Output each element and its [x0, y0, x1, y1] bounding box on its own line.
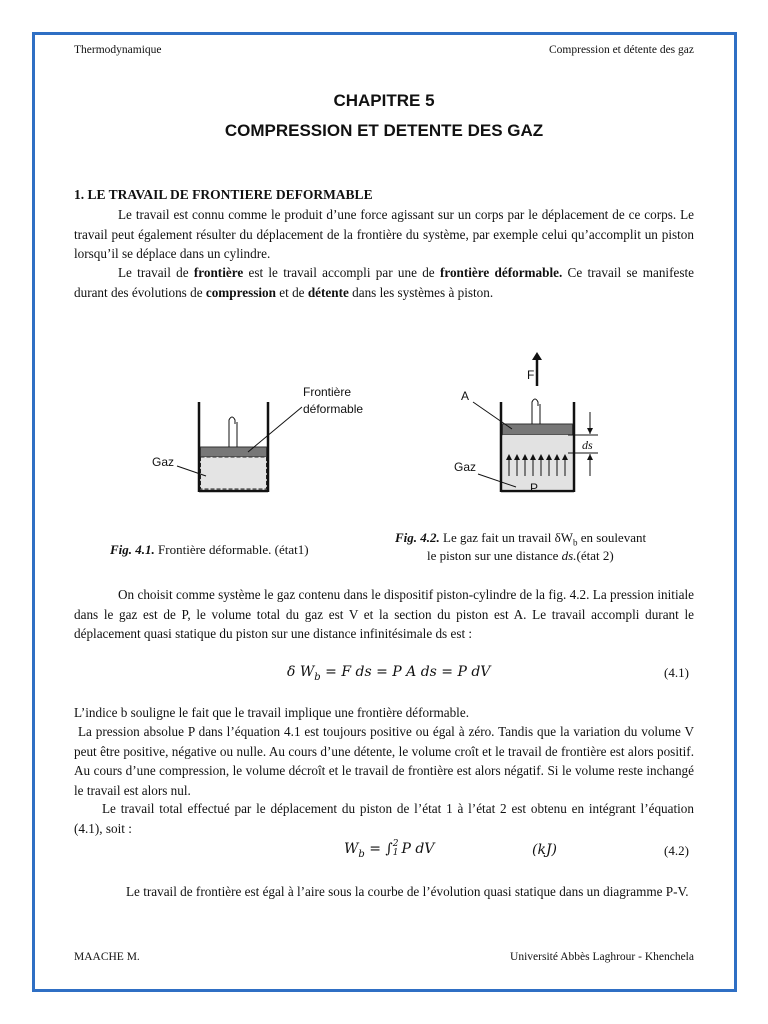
equation-4-1-number: (4.1) — [664, 665, 689, 680]
fig1-label-gas: Gaz — [152, 455, 175, 469]
footer-left: MAACHE M. — [74, 951, 140, 963]
paragraph-5: La pression absolue P dans l’équation 4.1 est toujours positive ou égal à zéro. Tandis que la variation du volume V peut être positive, négative ou nulle. Au cours d’une détente, le volume croît et le travail de frontière est alors positif. Au cours d’une compression, le volume décroît et le travail de frontière est alors négatif. Si le volume reste inchangé le travail est alors nul. — [74, 724, 694, 798]
paragraph-3: On choisit comme système le gaz contenu dans le dispositif piston-cylindre de la fig. 4.2. La pression initiale dans le gaz est de P, le volume total du gaz est V et la section du piston est A. Le travail accompli durant le déplacement quasi statique du piston sur une distance infinitésimale ds est : — [74, 587, 694, 641]
paragraph-6: Le travail total effectué par le déplacement du piston de l’état 1 à l’état 2 est obtenu en intégrant l’équation (4.1), soit : — [74, 801, 694, 836]
equation-4-2-unit: (kJ) — [532, 842, 558, 858]
figure-4-2-caption-line-2: le piston sur une distance ds.(état 2) — [427, 548, 614, 563]
figure-4-1 — [140, 380, 380, 500]
equation-4-1: δ $W_b = F$ ds = P A ds = P dV — [287, 664, 491, 683]
fig2-label-f: F — [527, 368, 535, 382]
header-right: Compression et détente des gaz — [549, 44, 694, 56]
section-title: 1. LE TRAVAIL DE FRONTIERE DEFORMABLE — [74, 187, 373, 202]
header-left: Thermodynamique — [74, 44, 162, 56]
fig2-label-a: A — [461, 389, 470, 403]
equation-4-2-number: (4.2) — [664, 843, 689, 858]
force-arrow-icon — [532, 352, 542, 360]
figure-4-2 — [440, 350, 620, 500]
paragraph-2: Le travail de frontière est le travail accompli par une de frontière déformable. Ce travail se manifeste durant des évolutions de compression et de détente dans les systèmes à piston. — [74, 265, 694, 300]
equation-4-2: $W_b$ = ∫ 2 1 P dV — [344, 839, 435, 860]
paragraph-4: L’indice b souligne le fait que le travail implique une frontière déformable. — [74, 705, 469, 720]
fig1-label-boundary-2: déformable — [303, 402, 364, 416]
figure-4-2-caption-line-1: Fig. 4.2. Le gaz fait un travail $\delta W_b$ en soulevant — [395, 530, 647, 548]
paragraph-7: Le travail de frontière est égal à l’aire sous la courbe de l’évolution quasi statique dans un diagramme P-V. — [126, 884, 689, 899]
fig2-label-gas: Gaz — [454, 460, 477, 474]
fig2-label-ds: ds — [582, 438, 593, 452]
fig1-label-boundary-1: Frontière — [303, 385, 352, 399]
chapter-number: CHAPITRE 5 — [333, 91, 435, 110]
footer-right: Université Abbès Laghrour - Khenchela — [510, 951, 694, 963]
figure-4-1-caption: Fig. 4.1. Frontière déformable. (état1) — [110, 542, 309, 557]
fig2-label-p: P — [530, 481, 539, 495]
chapter-title: COMPRESSION ET DETENTE DES GAZ — [224, 121, 544, 140]
paragraph-1: Le travail est connu comme le produit d’une force agissant sur un corps par le déplacement de ce corps. Le travail peut également résulter du déplacement de la frontière du système, par exemple celui qu’accomplit un piston lorsqu’il se déplace dans un cylindre. — [74, 207, 694, 261]
